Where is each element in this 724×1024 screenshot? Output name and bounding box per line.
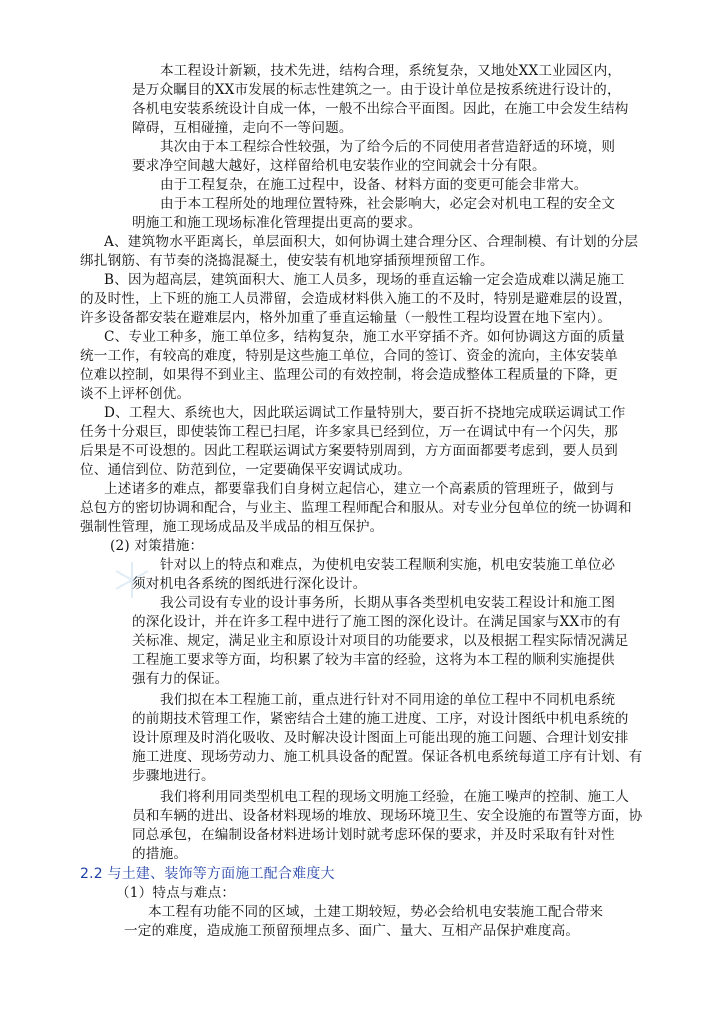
- text-line: 关标准、规定，满足业主和原设计对项目的功能要求，以及根据工程实际情况满足: [132, 633, 629, 649]
- text-line: 许多设备都安装在避难层内，格外加重了垂直运输量（一般性工程均设置在地下室内）。: [80, 310, 612, 326]
- text-line: 位、通信到位、防范到位，一定要确保平安调试成功。: [80, 462, 412, 478]
- text-line: 要求净空间越大越好，这样留给机电安装作业的空间就会十分有限。: [132, 158, 546, 174]
- text-line: 其次由于本工程综合性较强，为了给今后的不同使用者营造舒适的环境，则: [160, 139, 616, 155]
- text-line: 我们拟在本工程施工前，重点进行针对不同用途的单位工程中不同机电系统: [160, 692, 616, 708]
- text-line: 员和车辆的进出、设备材料现场的堆放、现场环境卫生、安全设施的布置等方面，协: [132, 808, 643, 824]
- text-line: 强制性管理，施工现场成品及半成品的相互保护。: [80, 519, 384, 535]
- text-line: C、专业工种多，施工单位多，结构复杂，施工水平穿插不齐。如何协调这方面的质量: [104, 329, 625, 345]
- section-subheading: (2) 对策措施：: [110, 538, 204, 554]
- section-subheading: （1）特点与难点：: [116, 885, 236, 901]
- text-line: 针对以上的特点和难点，为使机电安装工程顺利实施，机电安装施工单位必: [160, 557, 616, 573]
- text-line: 施工进度、现场劳动力、施工机具设备的配置。保证各机电系统每道工序有计划、有: [132, 749, 643, 765]
- text-line: 本工程设计新颖，技术先进，结构合理，系统复杂，又地处XX工业园区内，: [160, 63, 622, 79]
- text-line: 的及时性，上下班的施工人员滞留，会造成材料供入施工的不及时，特别是避难层的设置，: [80, 291, 632, 307]
- text-line: 强有力的保证。: [132, 671, 229, 687]
- text-line: D、工程大、系统也大，因此联运调试工作量特别大，要百折不挠地完成联运调试工作: [104, 405, 626, 421]
- text-line: A、建筑物水平距离长，单层面积大，如何协调土建合理分区、合理制模、有计划的分层: [104, 234, 639, 250]
- text-line: 后果是不可设想的。因此工程联运调试方案要特别周到，方方面面都要考虑到，要人员到: [80, 443, 618, 459]
- text-line: 明施工和施工现场标准化管理提出更高的要求。: [132, 215, 422, 231]
- text-line: 本工程有功能不同的区域，土建工期较短，势必会给机电安装施工配合带来: [148, 904, 604, 920]
- text-line: 由于本工程所处的地理位置特殊，社会影响大，必定会对机电工程的安全文: [160, 196, 616, 212]
- text-line: 一定的难度，造成施工预留预埋点多、面广、量大、互相产品保护难度高。: [124, 923, 580, 939]
- text-line: 总包方的密切协调和配合，与业主、监理工程师配合和服从。对专业分包单位的统一协调和: [80, 500, 632, 516]
- text-line: B、因为超高层，建筑面积大、施工人员多，现场的垂直运输一定会造成难以满足施工: [104, 272, 625, 288]
- text-line: 统一工作，有较高的难度，特别是这些施工单位，合同的签订、资金的流向，主体安装单: [80, 348, 618, 364]
- text-line: 的措施。: [132, 846, 188, 862]
- text-line: 上述诸多的难点，都要靠我们自身树立起信心，建立一个高素质的管理班子，做到与: [104, 481, 615, 497]
- text-line: 我们将利用同类型机电工程的现场文明施工经验，在施工噪声的控制、施工人: [160, 789, 629, 805]
- text-line: 我公司设有专业的设计事务所，长期从事各类型机电安装工程设计和施工图: [160, 595, 616, 611]
- text-line: 的深化设计，并在许多工程中进行了施工图的深化设计。在满足国家与XX市的有: [132, 614, 621, 630]
- text-line: 工程施工要求等方面，均积累了较为丰富的经验，这将为本工程的顺利实施提供: [132, 652, 615, 668]
- text-line: 各机电安装系统设计自成一体，一般不出综合平面图。因此，在施工中会发生结构: [132, 101, 629, 117]
- text-line: 位难以控制，如果得不到业主、监理公司的有效控制，将会造成整体工程质量的下降，更: [80, 367, 618, 383]
- text-line: 步骤地进行。: [132, 768, 215, 784]
- text-line: 的前期技术管理工作，紧密结合土建的施工进度、工序，对设计图纸中机电系统的: [132, 711, 629, 727]
- text-line: 任务十分艰巨，即使装饰工程已扫尾，许多家具已经到位，万一在调试中有一个闪失，那: [80, 424, 618, 440]
- text-line: 由于工程复杂，在施工过程中，设备、材料方面的变更可能会非常大。: [160, 177, 588, 193]
- text-line: 同总承包，在编制设备材料进场计划时就考虑环保的要求，并及时采取有针对性: [132, 827, 615, 843]
- text-line: 障碍，互相碰撞，走向不一等问题。: [132, 120, 353, 136]
- text-line: 谈不上评杯创优。: [80, 386, 191, 402]
- text-line: 须对机电各系统的图纸进行深化设计。: [132, 576, 367, 592]
- section-heading-2-2: 2.2 与土建、装饰等方面施工配合难度大: [80, 866, 335, 882]
- text-line: 是万众瞩目的XX市发展的标志性建筑之一。由于设计单位是按系统进行设计的，: [132, 82, 621, 98]
- text-line: 设计原理及时消化吸收、及时解决设计图面上可能出现的施工问题、合理计划安排: [132, 730, 629, 746]
- text-line: 绑扎钢筋、有节奏的浇捣混凝土，使安装有机地穿插预埋预留工作。: [80, 253, 494, 269]
